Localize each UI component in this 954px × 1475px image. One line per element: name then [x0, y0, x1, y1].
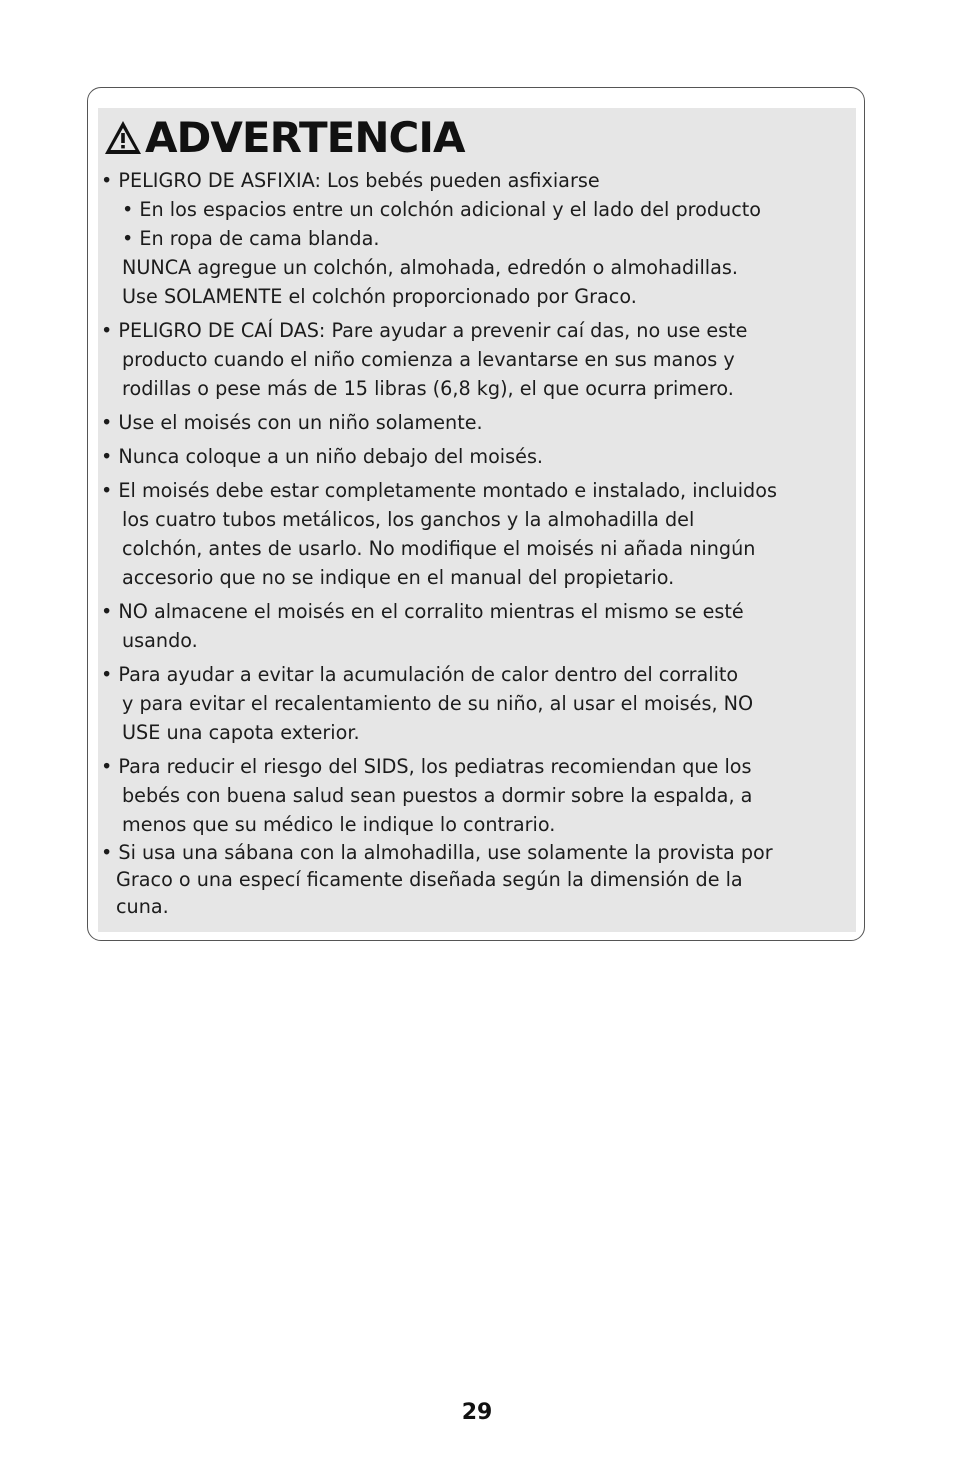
list-item	[101, 752, 853, 839]
warning-panel	[98, 108, 856, 932]
item-line: producto cuando el niño comienza a levantarse en sus manos y	[122, 348, 735, 371]
item-line: cuna.	[116, 895, 169, 918]
item-line: rodillas o pese más de 15 libras (6,8 kg), el que ocurra primero.	[122, 377, 734, 400]
item-line: • En ropa de cama blanda.	[122, 227, 380, 250]
item-line: los cuatro tubos metálicos, los ganchos y la almohadilla del	[122, 508, 695, 531]
item-line: • En los espacios entre un colchón adicional y el lado del producto	[122, 198, 762, 221]
item-line: menos que su médico le indique lo contrario.	[122, 813, 556, 836]
page-number: 29	[461, 1400, 493, 1425]
list-item	[101, 166, 853, 311]
item-line: USE una capota exterior.	[122, 721, 360, 744]
warning-list	[101, 166, 853, 925]
item-line: • Para reducir el riesgo del SIDS, los pediatras recomiendan que los	[101, 755, 752, 778]
list-item	[101, 476, 853, 592]
list-item	[101, 408, 853, 437]
item-line: accesorio que no se indique en el manual del propietario.	[122, 566, 675, 589]
item-line: colchón, antes de usarlo. No modifique el moisés ni añada ningún	[122, 537, 756, 560]
item-line: • PELIGRO DE ASFIXIA: Los bebés pueden asfixiarse	[101, 169, 600, 192]
list-item	[101, 660, 853, 747]
warning-heading	[103, 112, 464, 164]
item-line: y para evitar el recalentamiento de su niño, al usar el moisés, NO	[122, 692, 754, 715]
item-line: • PELIGRO DE CAÍ DAS: Pare ayudar a prevenir caí das, no use este	[101, 319, 748, 342]
list-item	[101, 597, 853, 655]
warning-box	[87, 87, 865, 941]
item-line: • Para ayudar a evitar la acumulación de calor dentro del corralito	[101, 663, 739, 686]
list-item	[101, 839, 853, 920]
item-line: bebés con buena salud sean puestos a dormir sobre la espalda, a	[122, 784, 753, 807]
warning-triangle-icon	[103, 119, 143, 157]
item-line: NUNCA agregue un colchón, almohada, edredón o almohadillas.	[122, 256, 738, 279]
item-line: • Use el moisés con un niño solamente.	[101, 411, 483, 434]
item-line: • Nunca coloque a un niño debajo del moisés.	[101, 445, 544, 468]
item-line: usando.	[122, 629, 198, 652]
list-item	[101, 442, 853, 471]
item-line: Graco o una especí ficamente diseñada según la dimensión de la	[116, 868, 743, 891]
item-line: Use SOLAMENTE el colchón proporcionado por Graco.	[122, 285, 637, 308]
item-line: • NO almacene el moisés en el corralito mientras el mismo se esté	[101, 600, 744, 623]
warning-title: ADVERTENCIA	[145, 113, 465, 162]
list-item	[101, 316, 853, 403]
item-line: • El moisés debe estar completamente montado e instalado, incluidos	[101, 479, 777, 502]
item-line: • Si usa una sábana con la almohadilla, use solamente la provista por	[101, 841, 773, 864]
